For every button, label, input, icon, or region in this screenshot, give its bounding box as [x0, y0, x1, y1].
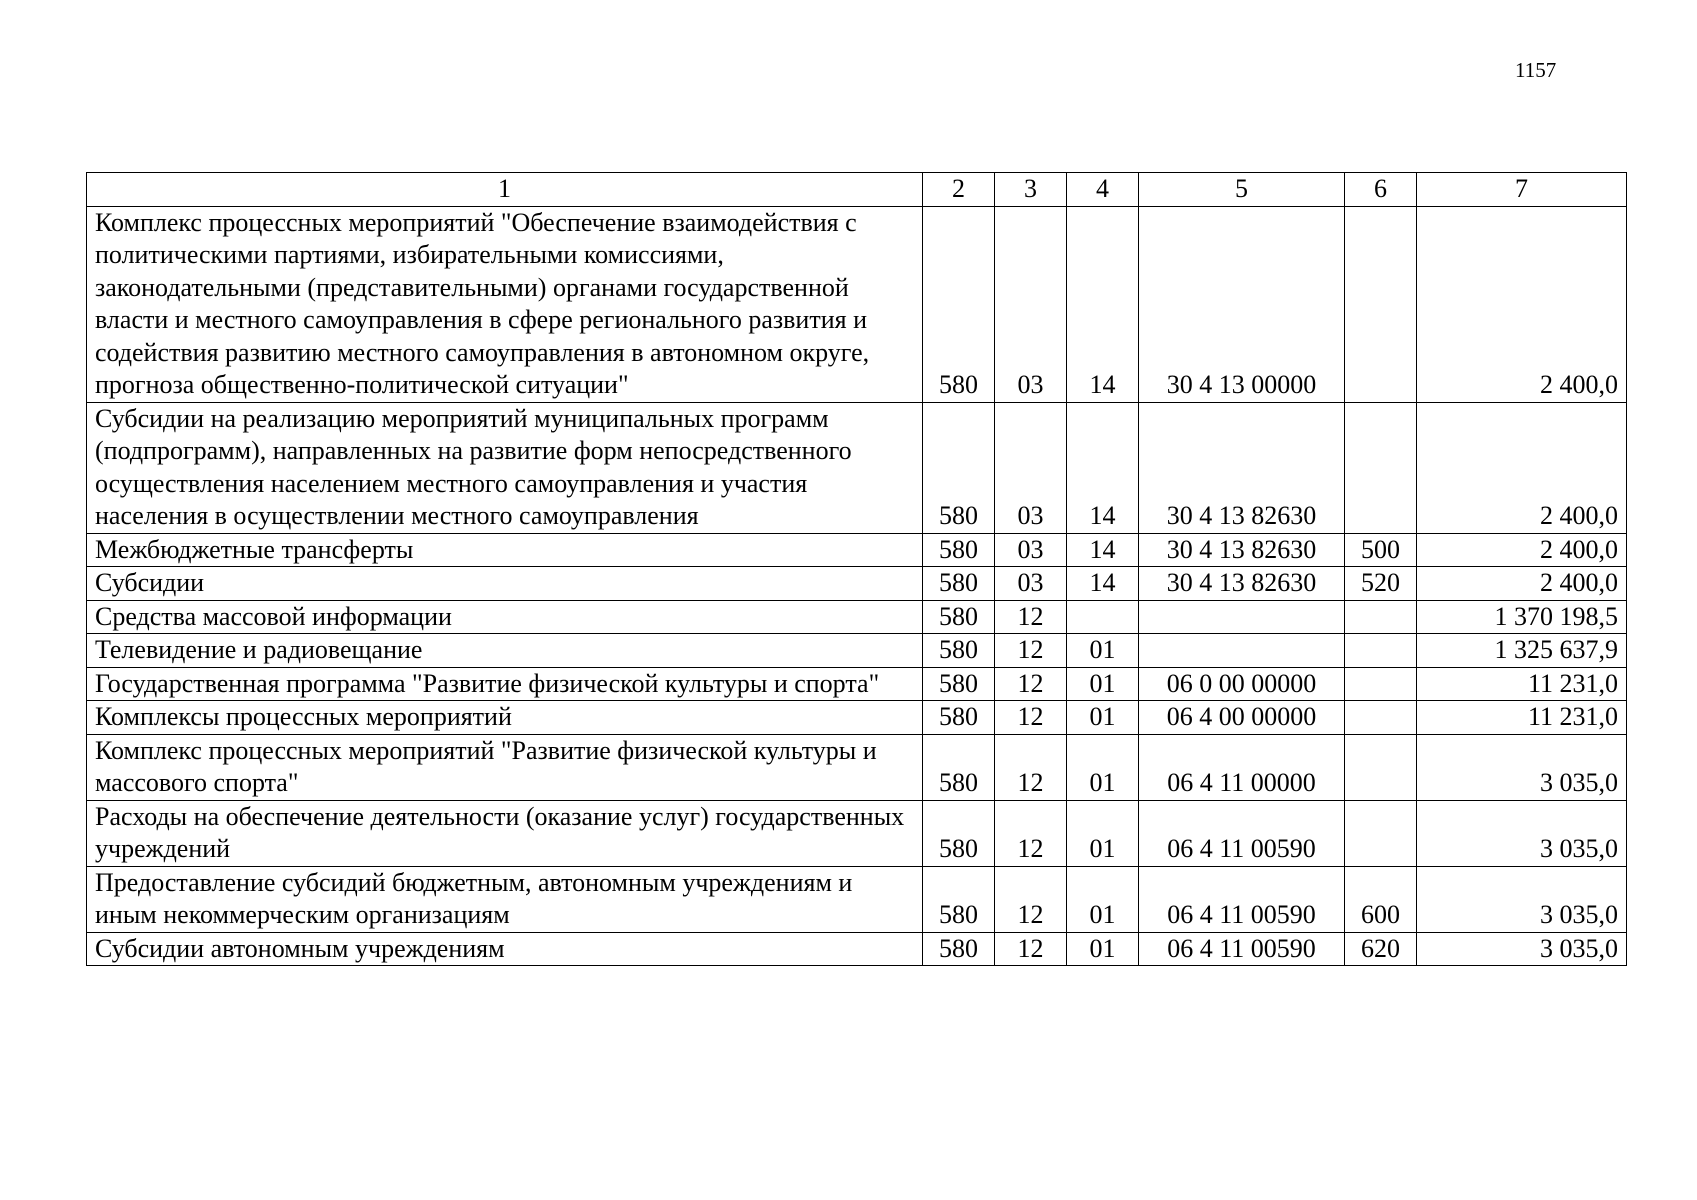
- table-row: [87, 567, 1627, 601]
- row-section: 12: [995, 701, 1067, 735]
- row-expense-type: [1345, 634, 1417, 668]
- row-target-article: 06 4 11 00000: [1139, 734, 1345, 800]
- row-subsection: 14: [1067, 533, 1139, 567]
- row-grbs: 580: [923, 932, 995, 966]
- row-subsection: 01: [1067, 667, 1139, 701]
- header-cell-section: 3: [995, 173, 1067, 207]
- row-subsection: 01: [1067, 701, 1139, 735]
- table-row: [87, 206, 1627, 402]
- row-amount: 3 035,0: [1417, 734, 1627, 800]
- table-row: [87, 634, 1627, 668]
- row-expense-type: [1345, 734, 1417, 800]
- table-row: [87, 402, 1627, 533]
- row-expense-type: 600: [1345, 866, 1417, 932]
- row-amount: 2 400,0: [1417, 402, 1627, 533]
- row-section: 12: [995, 634, 1067, 668]
- row-section: 12: [995, 800, 1067, 866]
- header-cell-expense-type: 6: [1345, 173, 1417, 207]
- row-amount: 3 035,0: [1417, 800, 1627, 866]
- row-name: Телевидение и радиовещание: [87, 634, 923, 668]
- table-header: [87, 173, 1627, 207]
- header-cell-name: 1: [87, 173, 923, 207]
- row-target-article: 06 4 00 00000: [1139, 701, 1345, 735]
- row-amount: 3 035,0: [1417, 866, 1627, 932]
- row-target-article: 06 4 11 00590: [1139, 800, 1345, 866]
- row-expense-type: 620: [1345, 932, 1417, 966]
- row-section: 03: [995, 206, 1067, 402]
- budget-table: [86, 172, 1627, 966]
- row-name: Государственная программа "Развитие физической культуры и спорта": [87, 667, 923, 701]
- row-name: Субсидии на реализацию мероприятий муниципальных программ (подпрограмм), направленных на развитие форм непосредственного осуществления населением местного самоуправления и участия населения в осуществлении местного самоуправления: [87, 402, 923, 533]
- row-subsection: 01: [1067, 800, 1139, 866]
- row-name: Комплексы процессных мероприятий: [87, 701, 923, 735]
- row-amount: 2 400,0: [1417, 567, 1627, 601]
- row-section: 03: [995, 402, 1067, 533]
- row-grbs: 580: [923, 402, 995, 533]
- row-subsection: 14: [1067, 567, 1139, 601]
- row-amount: 1 370 198,5: [1417, 600, 1627, 634]
- row-subsection: 01: [1067, 932, 1139, 966]
- table-row: [87, 600, 1627, 634]
- row-expense-type: 500: [1345, 533, 1417, 567]
- row-target-article: [1139, 634, 1345, 668]
- row-section: 12: [995, 667, 1067, 701]
- table-row: [87, 800, 1627, 866]
- row-expense-type: [1345, 206, 1417, 402]
- row-section: 12: [995, 600, 1067, 634]
- row-name: Комплекс процессных мероприятий "Обеспечение взаимодействия с политическими партиями, избирательными комиссиями, законодательными (представительными) органами государственной власти и местного самоуправления в сфере регионального развития и содействия развитию местного самоуправления в автономном округе, прогноза общественно-политической ситуации": [87, 206, 923, 402]
- row-grbs: 580: [923, 206, 995, 402]
- header-cell-target-article: 5: [1139, 173, 1345, 207]
- row-name: Средства массовой информации: [87, 600, 923, 634]
- row-grbs: 580: [923, 634, 995, 668]
- row-grbs: 580: [923, 533, 995, 567]
- row-grbs: 580: [923, 734, 995, 800]
- row-amount: 2 400,0: [1417, 533, 1627, 567]
- row-name: Субсидии автономным учреждениям: [87, 932, 923, 966]
- row-grbs: 580: [923, 600, 995, 634]
- row-target-article: [1139, 600, 1345, 634]
- row-expense-type: [1345, 600, 1417, 634]
- row-section: 12: [995, 932, 1067, 966]
- table-row: [87, 932, 1627, 966]
- row-target-article: 30 4 13 00000: [1139, 206, 1345, 402]
- row-subsection: 01: [1067, 734, 1139, 800]
- table-row: [87, 533, 1627, 567]
- row-amount: 3 035,0: [1417, 932, 1627, 966]
- header-row: [87, 173, 1627, 207]
- row-amount: 2 400,0: [1417, 206, 1627, 402]
- table-body: [87, 206, 1627, 966]
- row-name: Предоставление субсидий бюджетным, автономным учреждениям и иным некоммерческим организациям: [87, 866, 923, 932]
- row-subsection: [1067, 600, 1139, 634]
- header-cell-amount: 7: [1417, 173, 1627, 207]
- row-expense-type: [1345, 667, 1417, 701]
- row-grbs: 580: [923, 800, 995, 866]
- row-target-article: 30 4 13 82630: [1139, 402, 1345, 533]
- row-expense-type: 520: [1345, 567, 1417, 601]
- row-grbs: 580: [923, 866, 995, 932]
- row-amount: 11 231,0: [1417, 667, 1627, 701]
- row-name: Межбюджетные трансферты: [87, 533, 923, 567]
- table-row: [87, 866, 1627, 932]
- row-grbs: 580: [923, 667, 995, 701]
- header-cell-subsection: 4: [1067, 173, 1139, 207]
- row-grbs: 580: [923, 701, 995, 735]
- row-grbs: 580: [923, 567, 995, 601]
- row-target-article: 06 0 00 00000: [1139, 667, 1345, 701]
- row-target-article: 30 4 13 82630: [1139, 533, 1345, 567]
- row-target-article: 30 4 13 82630: [1139, 567, 1345, 601]
- table-row: [87, 734, 1627, 800]
- row-section: 03: [995, 567, 1067, 601]
- header-cell-grbs: 2: [923, 173, 995, 207]
- row-expense-type: [1345, 402, 1417, 533]
- row-amount: 11 231,0: [1417, 701, 1627, 735]
- row-target-article: 06 4 11 00590: [1139, 866, 1345, 932]
- row-subsection: 01: [1067, 866, 1139, 932]
- row-name: Расходы на обеспечение деятельности (оказание услуг) государственных учреждений: [87, 800, 923, 866]
- row-target-article: 06 4 11 00590: [1139, 932, 1345, 966]
- row-subsection: 14: [1067, 402, 1139, 533]
- row-amount: 1 325 637,9: [1417, 634, 1627, 668]
- row-name: Комплекс процессных мероприятий "Развитие физической культуры и массового спорта": [87, 734, 923, 800]
- row-subsection: 14: [1067, 206, 1139, 402]
- row-section: 12: [995, 734, 1067, 800]
- table-row: [87, 667, 1627, 701]
- page-number: 1157: [1515, 58, 1557, 82]
- row-section: 03: [995, 533, 1067, 567]
- row-expense-type: [1345, 800, 1417, 866]
- row-section: 12: [995, 866, 1067, 932]
- row-expense-type: [1345, 701, 1417, 735]
- row-name: Субсидии: [87, 567, 923, 601]
- row-subsection: 01: [1067, 634, 1139, 668]
- table-row: [87, 701, 1627, 735]
